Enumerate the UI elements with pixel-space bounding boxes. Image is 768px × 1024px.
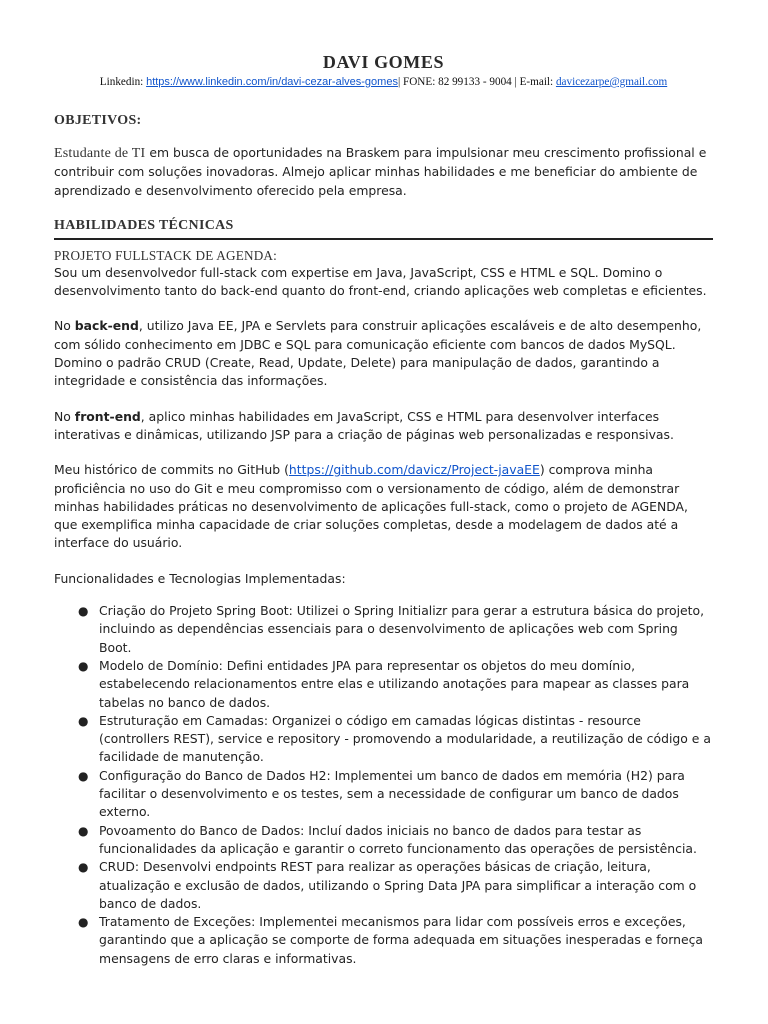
list-item [54, 657, 713, 712]
frontend-prefix: No [54, 408, 75, 424]
project-title: PROJETO FULLSTACK DE AGENDA: [54, 247, 278, 263]
frontend-paragraph [54, 408, 713, 445]
github-paragraph [54, 461, 713, 552]
feature-text: Tratamento de Exceções: Implementei mecanismos para lidar com possíveis erros e exceções, garantindo que a aplicação se comporte de forma adequada em situações inesperadas e forneça mensagens de erro claras e informativas. [99, 914, 704, 966]
backend-prefix: No [54, 318, 75, 334]
feature-text: Estruturação em Camadas: Organizei o código em camadas lógicas distintas - resource (controllers REST), service e repository - promovendo a modularidade, a reutilização de código e a facilidade de manutenção. [99, 712, 711, 765]
bullet-icon: ● [78, 604, 89, 619]
contact-line [54, 74, 713, 90]
bullet-icon: ● [78, 860, 89, 875]
backend-text: , utilizo Java EE, JPA e Servlets para construir aplicações escaláveis e de alto desempenho, com sólido conhecimento em JDBC e SQL para comunicação eficiente com bancos de dados MySQL. Domino o padrão CRUD (Create, Read, Update, Delete) para manipulação de dados, garantindo a integridade e consistência das informações. [54, 318, 702, 389]
backend-paragraph [54, 317, 713, 390]
feature-text: Modelo de Domínio: Defini entidades JPA para representar os objetos do meu domínio, estabelecendo relacionamentos entre elas e utilizando anotações para mapear as classes para tabelas no banco de dados. [99, 657, 690, 710]
backend-bold: back-end [74, 318, 139, 334]
email-link[interactable]: davicezarpe@gmail.com [555, 76, 668, 88]
bullet-icon: ● [78, 768, 89, 783]
feature-text: CRUD: Desenvolvi endpoints REST para realizar as operações básicas de criação, leitura, atualização e exclusão de dados, utilizando o Spring Data JPA para simplificar a interação com o banco de dados. [99, 859, 697, 911]
linkedin-link[interactable]: https://www.linkedin.com/in/davi-cezar-alves-gomes [146, 76, 398, 88]
features-list [54, 602, 713, 968]
list-item [54, 913, 713, 968]
feature-text: Povoamento do Banco de Dados: Incluí dados iniciais no banco de dados para testar as funcionalidades da aplicação e garantir o correto funcionamento das operações de persistência. [99, 822, 697, 856]
candidate-name: DAVI GOMES [322, 52, 445, 72]
feature-text: Criação do Projeto Spring Boot: Utilizei o Spring Initializr para gerar a estrutura básica do projeto, incluindo as dependências essenciais para o desenvolvimento de aplicações web com Spring Boot. [99, 603, 705, 655]
list-item [54, 858, 713, 913]
features-heading: Funcionalidades e Tecnologias Implementadas: [54, 570, 346, 586]
bullet-icon: ● [78, 823, 89, 838]
phone-text: | FONE: 82 99133 - 9004 | E-mail: [397, 76, 556, 88]
frontend-bold: front-end [74, 408, 141, 424]
bullet-icon: ● [78, 713, 89, 728]
list-item [54, 767, 713, 822]
intro-paragraph: Sou um desenvolvedor full-stack com expertise em Java, JavaScript, CSS e HTML e SQL. Domino o desenvolvimento tanto do back-end quanto do front-end, criando aplicações web completas e eficientes. [54, 264, 707, 299]
linkedin-label: Linkedin: [99, 76, 147, 88]
objetivos-lead: Estudante de TI [54, 146, 146, 161]
github-prefix: Meu histórico de commits no GitHub ( [54, 462, 289, 478]
habilidades-heading: HABILIDADES TÉCNICAS [54, 217, 713, 240]
frontend-text: , aplico minhas habilidades em JavaScript, CSS e HTML para desenvolver interfaces interativas e dinâmicas, utilizando JSP para a criação de páginas web personalizadas e responsivas. [54, 408, 674, 442]
list-item [54, 602, 713, 657]
feature-text: Configuração do Banco de Dados H2: Implementei um banco de dados em memória (H2) para facilitar o desenvolvimento e os testes, sem a necessidade de configurar um banco de dados externo. [99, 767, 685, 820]
objetivos-body: em busca de oportunidades na Braskem para impulsionar meu crescimento profissional e contribuir com soluções inovadoras. Almejo aplicar minhas habilidades e me beneficiar do ambiente de aprendizado e desenvolvimento oferecido pela empresa. [54, 145, 707, 198]
list-item [54, 712, 713, 767]
github-link[interactable]: https://github.com/davicz/Project-javaEE [288, 462, 540, 478]
objetivos-text [54, 144, 713, 200]
list-item [54, 822, 713, 859]
objetivos-heading: OBJETIVOS: [54, 113, 142, 128]
bullet-icon: ● [78, 658, 89, 673]
github-text: ) comprova minha proficiência no uso do Git e meu compromisso com o versionamento de código, além de demonstrar minhas habilidades práticas no desenvolvimento de aplicações full-stack, como o projeto de AGENDA, que exemplifica minha capacidade de criar soluções completas, desde a modelagem de dados até a interface do usuário. [54, 462, 688, 551]
bullet-icon: ● [78, 915, 89, 930]
